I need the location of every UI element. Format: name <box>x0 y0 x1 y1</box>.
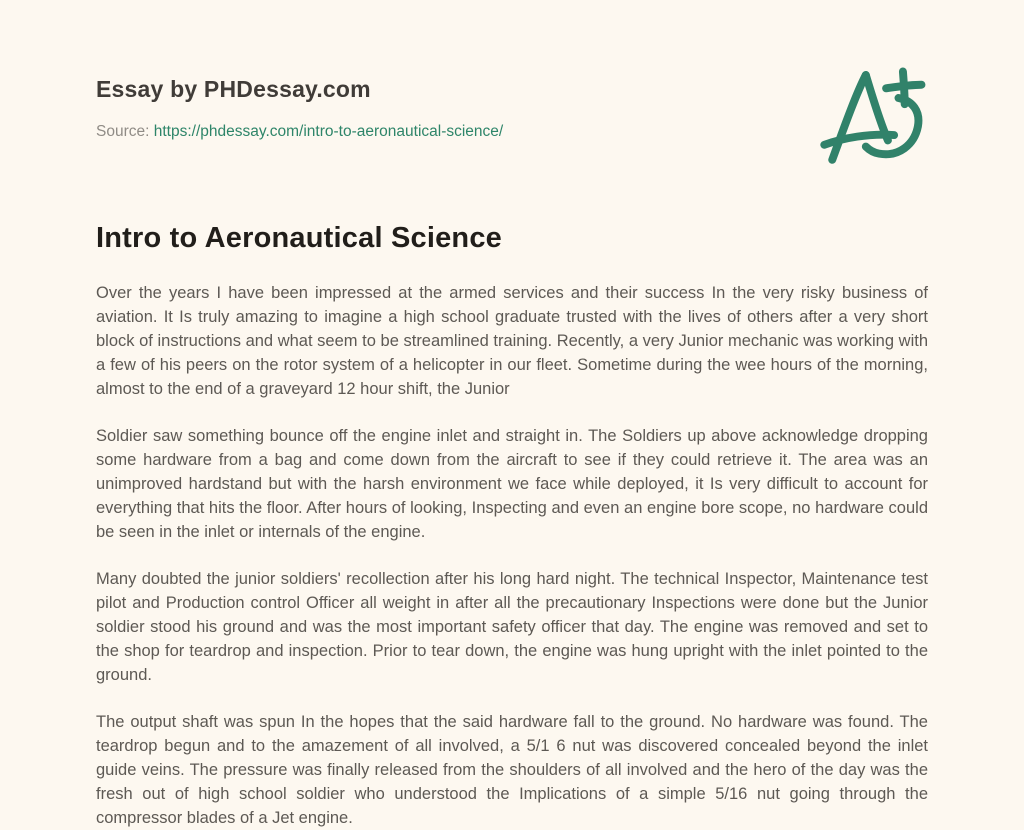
source-line <box>96 123 503 141</box>
essay-title: Intro to Aeronautical Science <box>96 222 502 254</box>
essay-paragraph: Many doubted the junior soldiers' recollection after his long hard night. The technical Inspector, Maintenance test pilot and Production control Officer all weight in after all the precautionary Inspections were done but the Junior soldier stood his ground and was the most important safety officer that day. The engine was removed and set to the shop for teardrop and inspection. Prior to tear down, the engine was hung upright with the inlet pointed to the ground. <box>96 570 928 684</box>
page-header <box>96 60 928 166</box>
essay-paragraph: Soldier saw something bounce off the engine inlet and straight in. The Soldiers up above acknowledge dropping some hardware from a bag and come down from the aircraft to see if they could retrieve it. The area was an unimproved hardstand but with the harsh environment we face while deployed, it Is very difficult to account for everything that hits the floor. After hours of looking, Inspecting and even an engine bore scope, no hardware could be seen in the inlet or internals of the engine. <box>96 427 928 541</box>
essay-body <box>96 281 928 830</box>
source-label: Source: <box>96 123 150 140</box>
site-title: Essay by PHDessay.com <box>96 76 371 102</box>
essay-paragraph: Over the years I have been impressed at the armed services and their success In the very risky business of aviation. It Is truly amazing to imagine a high school graduate trusted with the lives of others after a very short block of instructions and what seem to be streamlined training. Recently, a very Junior mechanic was working with a few of his peers on the rotor system of a helicopter in our fleet. Sometime during the wee hours of the morning, almost to the end of a graveyard 12 hour shift, the Junior <box>96 284 928 398</box>
essay-paragraph: The output shaft was spun In the hopes that the said hardware fall to the ground. No hardware was found. The teardrop begun and to the amazement of all involved, a 5/1 6 nut was discovered concealed beyond the inlet guide veins. The pressure was finally released from the shoulders of all involved and the hero of the day was the fresh out of high school soldier who understood the Implications of a simple 5/16 nut going through the compressor blades of a Jet engine. <box>96 713 928 827</box>
header-text-block <box>96 60 503 141</box>
a-plus-logo-icon <box>816 60 928 166</box>
source-url-link[interactable]: https://phdessay.com/intro-to-aeronautical-science/ <box>153 123 504 140</box>
